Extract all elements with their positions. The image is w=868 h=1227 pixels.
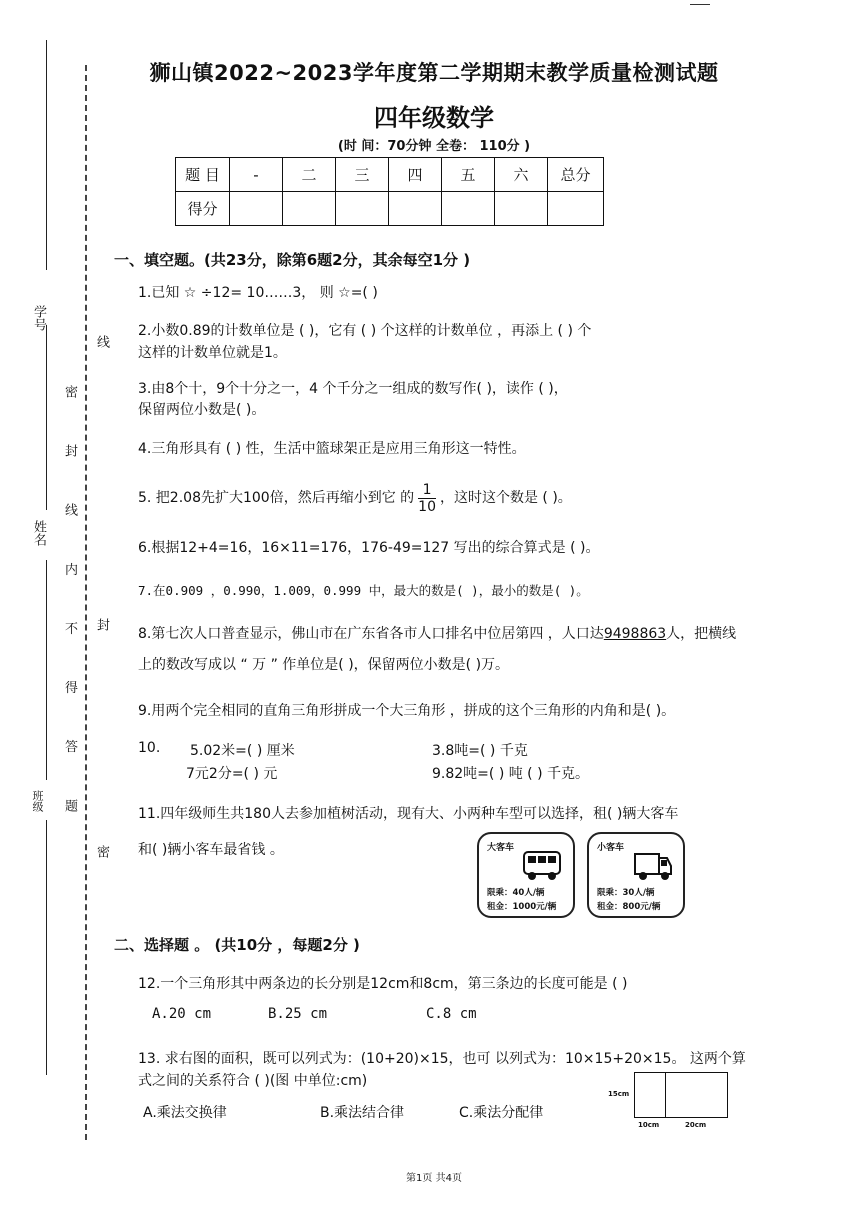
score-cell: 六 bbox=[495, 158, 548, 192]
question-6: 6.根据12+4=16，16×11=176，176-49=127 写出的综合算式是 ( )。 bbox=[138, 540, 600, 556]
score-input-cell[interactable] bbox=[495, 192, 548, 226]
question-13-option-b: B.乘法结合律 bbox=[320, 1105, 405, 1121]
seal-mark-feng: 封 bbox=[94, 618, 109, 631]
seal-notice: 密 封 线 内 不 得 答 题 bbox=[62, 385, 77, 833]
score-input-cell[interactable] bbox=[283, 192, 336, 226]
question-13-option-c: C.乘法分配律 bbox=[459, 1105, 544, 1121]
question-3-line2: 保留两位小数是( )。 bbox=[138, 402, 266, 418]
question-10-number: 10. bbox=[138, 740, 161, 756]
score-cell: 总分 bbox=[548, 158, 604, 192]
question-11-line1: 11.四年级师生共180人去参加植树活动，现有大、小两种车型可以选择，租( )辆大客车 bbox=[138, 806, 679, 822]
question-2-line2: 这样的计数单位就是1。 bbox=[138, 345, 287, 361]
class-label: 班级 bbox=[31, 790, 44, 812]
margin-line-3 bbox=[46, 560, 47, 780]
figure-width-label-2: 20cm bbox=[685, 1121, 707, 1129]
small-bus-card bbox=[587, 832, 685, 918]
small-bus-price: 租金：800元/辆 bbox=[597, 902, 661, 912]
question-8-text-a: 8.第七次人口普查显示，佛山市在广东省各市人口排名中位居第四 ，人口达 bbox=[138, 626, 604, 642]
bus-icon bbox=[521, 844, 565, 884]
fraction-one-tenth bbox=[418, 482, 436, 515]
small-bus-label: 小客车 bbox=[597, 843, 625, 853]
margin-line-4 bbox=[46, 820, 47, 1075]
score-table-header-row bbox=[176, 158, 604, 192]
fraction-denominator: 10 bbox=[418, 498, 436, 515]
question-3-line1: 3.由8个十，9个十分之一，4 个千分之一组成的数写作( )，读作 ( )， bbox=[138, 381, 568, 397]
question-12: 12.一个三角形其中两条边的长分别是12cm和8cm，第三条边的长度可能是 ( ) bbox=[138, 976, 628, 992]
question-9: 9.用两个完全相同的直角三角形拼成一个大三角形 ，拼成的这个三角形的内角和是( )。 bbox=[138, 703, 676, 719]
page-footer: 第1页 共4页 bbox=[406, 1173, 462, 1184]
seal-mark-line: 线 bbox=[94, 335, 109, 348]
exam-title: 狮山镇2022~2023学年度第二学期期末教学质量检测试题 bbox=[149, 61, 719, 85]
score-cell: 得分 bbox=[176, 192, 230, 226]
question-13-option-a: A.乘法交换律 bbox=[143, 1105, 227, 1121]
figure-width-label-1: 10cm bbox=[638, 1121, 660, 1129]
score-cell: 四 bbox=[389, 158, 442, 192]
margin-line-2 bbox=[46, 325, 47, 510]
big-bus-label: 大客车 bbox=[487, 843, 515, 853]
small-bus-capacity: 限乘：30人/辆 bbox=[597, 888, 655, 898]
section2-heading: 二、选择题 。 (共10分 ，每题2分 ) bbox=[114, 936, 360, 954]
big-bus-price: 租金：1000元/辆 bbox=[487, 902, 557, 912]
question-10-b: 3.8吨=( ) 千克 bbox=[432, 743, 528, 759]
question-4: 4.三角形具有 ( ) 性，生活中篮球架正是应用三角形这一特性。 bbox=[138, 441, 526, 457]
score-cell: 二 bbox=[283, 158, 336, 192]
question-12-option-c: C.8 cm bbox=[426, 1006, 477, 1022]
fraction-numerator: 1 bbox=[418, 482, 436, 499]
big-bus-card bbox=[477, 832, 575, 918]
question-5 bbox=[138, 479, 572, 517]
question-5-text-a: 5. 把2.08先扩大100倍，然后再缩小到它 的 bbox=[138, 490, 415, 506]
question-10-d: 9.82吨=( ) 吨 ( ) 千克。 bbox=[432, 766, 590, 782]
area-figure bbox=[634, 1072, 728, 1118]
time-info: (时 间：70分钟 全卷： 110分 ) bbox=[337, 139, 531, 154]
figure-height-label: 15cm bbox=[608, 1090, 630, 1098]
big-bus-capacity: 限乘：40人/辆 bbox=[487, 888, 545, 898]
question-10-c: 7元2分=( ) 元 bbox=[186, 766, 278, 782]
question-8-line2: 上的数改写成以 “ 万 ” 作单位是( )，保留两位小数是( )万。 bbox=[138, 657, 510, 673]
section1-heading: 一、填空题。(共23分，除第6题2分，其余每空1分 ) bbox=[114, 251, 471, 269]
question-13-line1: 13. 求右图的面积，既可以列式为：(10+20)×15，也可 以列式为：10×15+20×15。 这两个算 bbox=[138, 1051, 746, 1067]
population-number: 9498863 bbox=[603, 626, 667, 642]
question-12-option-b: B.25 cm bbox=[268, 1006, 328, 1022]
seal-mark-mi: 密 bbox=[94, 845, 109, 858]
question-2-line1: 2.小数0.89的计数单位是 ( )，它有 ( ) 个这样的计数单位 ，再添上 ( ) 个 bbox=[138, 323, 592, 339]
seal-dashed-line bbox=[85, 65, 87, 1140]
question-7: 7.在0.909 ，0.990，1.009，0.999 中，最大的数是( )，最小的数是( )。 bbox=[138, 583, 589, 598]
name-label: 姓名 bbox=[31, 520, 46, 546]
truck-icon bbox=[631, 844, 675, 884]
question-1: 1.已知 ☆ ÷12= 10……3， 则 ☆=( ) bbox=[138, 285, 378, 301]
subject-title: 四年级数学 bbox=[374, 104, 494, 132]
score-table bbox=[175, 157, 604, 226]
top-mark bbox=[690, 4, 710, 5]
score-input-cell[interactable] bbox=[230, 192, 283, 226]
area-figure-divider bbox=[665, 1073, 666, 1117]
score-input-cell[interactable] bbox=[389, 192, 442, 226]
student-id-label: 学号 bbox=[31, 305, 46, 331]
score-input-cell[interactable] bbox=[336, 192, 389, 226]
question-11-line2: 和( )辆小客车最省钱 。 bbox=[138, 842, 284, 858]
score-cell: 题 目 bbox=[176, 158, 230, 192]
score-cell: 三 bbox=[336, 158, 389, 192]
score-input-cell[interactable] bbox=[548, 192, 604, 226]
score-table-score-row bbox=[176, 192, 604, 226]
question-13-line2: 式之间的关系符合 ( )(图 中单位:cm) bbox=[138, 1073, 368, 1089]
question-8-line1 bbox=[138, 623, 736, 643]
score-cell: 五 bbox=[442, 158, 495, 192]
question-10-a: 5.02米=( ) 厘米 bbox=[190, 743, 295, 759]
score-cell: - bbox=[230, 158, 283, 192]
question-12-option-a: A.20 cm bbox=[152, 1006, 212, 1022]
question-5-text-b: ，这时这个数是 ( )。 bbox=[439, 490, 572, 506]
question-8-text-b: 人，把横线 bbox=[666, 626, 737, 642]
score-input-cell[interactable] bbox=[442, 192, 495, 226]
